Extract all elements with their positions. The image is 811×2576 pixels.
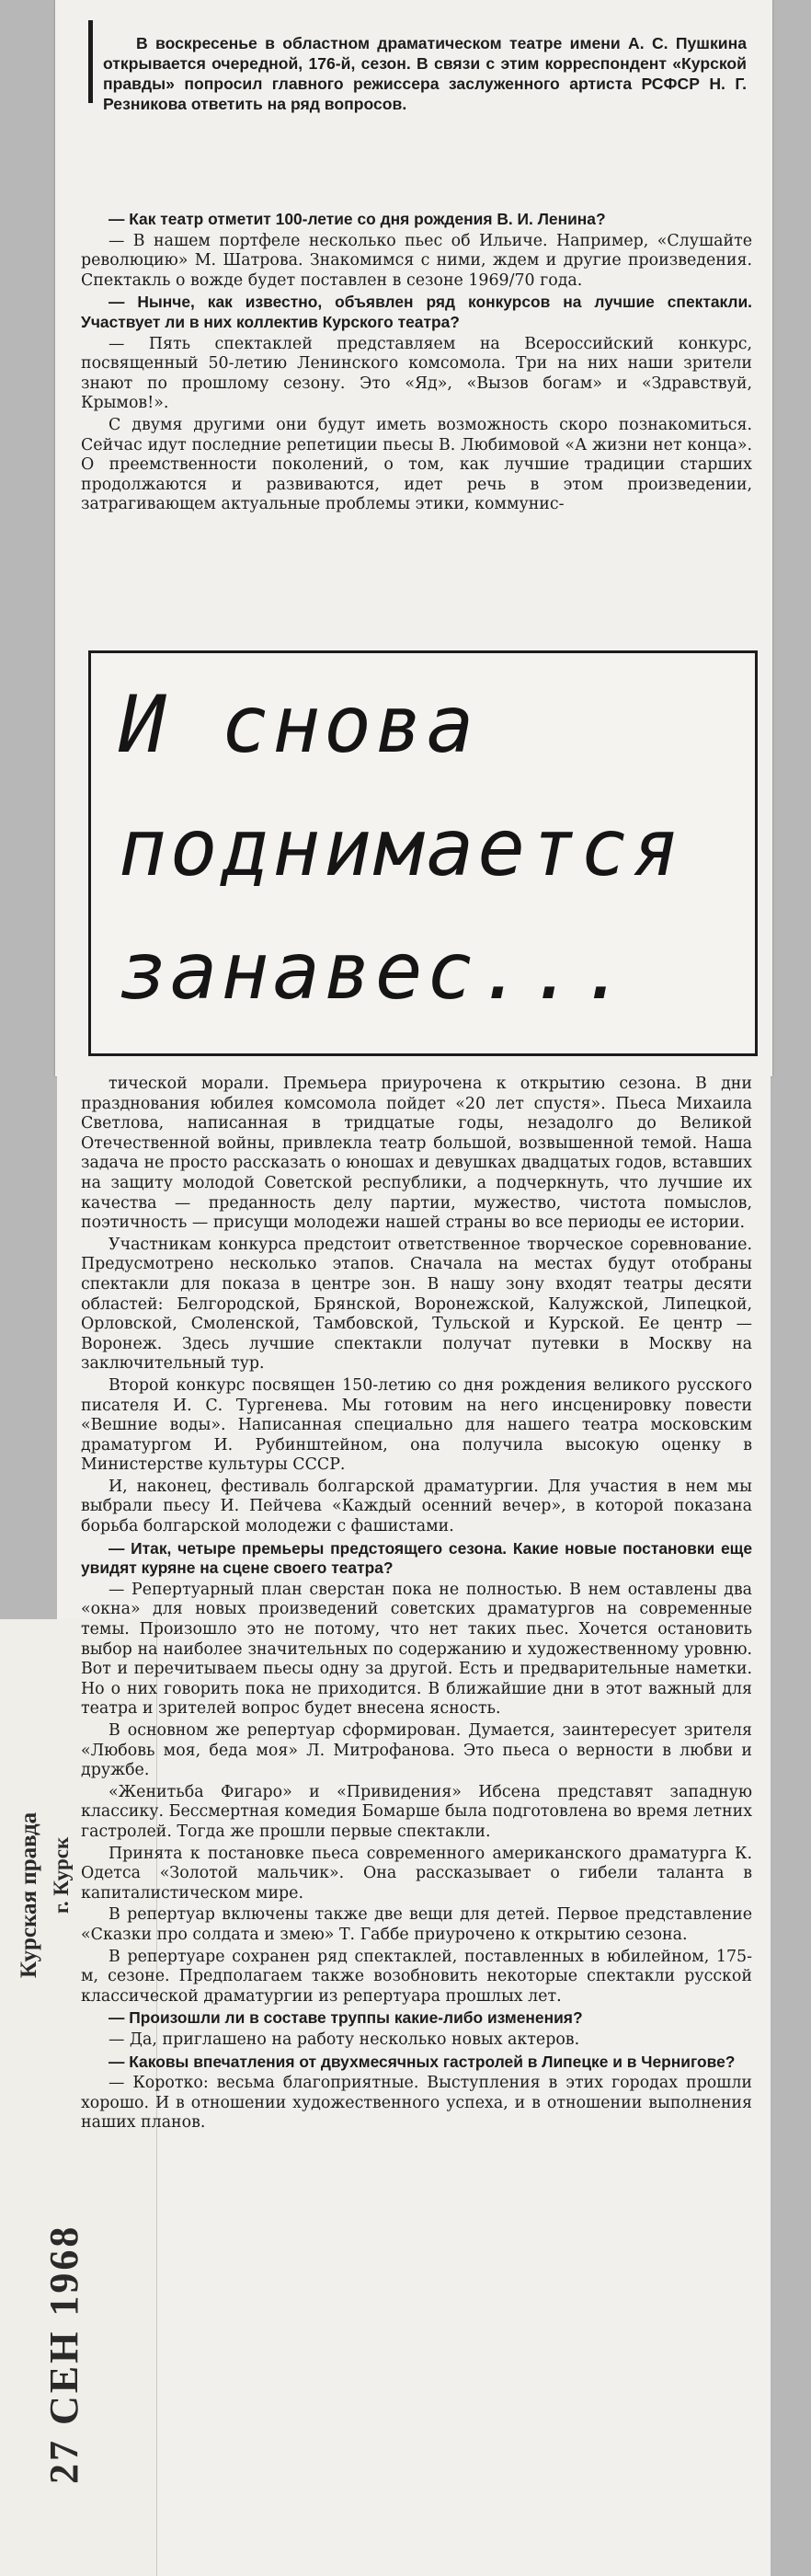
interview-answer: — Коротко: весьма благоприятные. Выступления в этих городах прошли хорошо. И в отношении художественного успеха, и в отношении выполнения наших планов. xyxy=(81,2074,752,2133)
interview-answer: тической морали. Премьера приурочена к открытию сезона. В дни празднования юбилея комсомола пойдет «20 лет спустя». Пьеса Михаила Светлова, написанная в тридцатые годы, незадолго до Великой Отечественной войны, привлекла театр большой, возвышенной темой. Наша задача не просто рассказать о юношах и девушках двадцатых годов, вставших на защиту молодой Советской республики, а подчеркнуть, что лучшие их качества — преданность делу партии, мужество, чистота помыслов, поэтичность — присущи молодежи нашей страны во все периоды ее истории. xyxy=(81,1075,752,1233)
interview-answer: — Репертуарный план сверстан пока не полностью. В нем оставлены два «окна» для новых произведений советских драматургов на современные темы. Произошло это не потому, что нет таких пьес. Хочется остановить выбор на наиболее значительных по содержанию и художественному уровню. Вот и перечитываем пьесы одну за другой. Есть и предварительные наметки. Но о них говорить пока не приходится. В ближайшие дни в этот важный для театра и зрителей вопрос будет внесена ясность. xyxy=(81,1580,752,1719)
interview-question: — Нынче, как известно, объявлен ряд конкурсов на лучшие спектакли. Участвует ли в них коллектив Курского театра? xyxy=(81,293,752,331)
interview-answer: — Пять спектаклей представляем на Всероссийский конкурс, посвященный 50-летию Ленинского комсомола. Три на них наши зрители знают по прошлому сезону. Это «Яд», «Вызов богам» и «Здравствуй, Крымов!». xyxy=(81,334,752,413)
interview-question: — Итак, четыре премьеры предстоящего сезона. Какие новые постановки еще увидят куряне на сцене своего театра? xyxy=(81,1538,752,1578)
headline-frame xyxy=(88,650,758,1056)
interview-question: — Каковы впечатления от двухмесячных гастролей в Липецке и в Чернигове? xyxy=(109,2052,736,2071)
stamp-date: 27 СЕН 1968 xyxy=(41,2224,86,2484)
interview-answer: «Женитьба Фигаро» и «Привидения» Ибсена представят западную классику. Бессмертная комедия Бомарше была подготовлена во время летних гастролей. Тогда же прошли первые спектакли. xyxy=(81,1782,752,1841)
headline-line-1: И снова xyxy=(119,679,478,771)
headline-line-2: поднимается xyxy=(119,802,683,894)
interview-answer: С двумя другими они будут иметь возможность скоро познакомиться. Сейчас идут последние репетиции пьесы В. Любимовой «А жизни нет конца». О преемственности поколений, о том, как лучшие традиции старших продолжаются и развиваются, идет речь в этом произведении, затрагивающем актуальные проблемы этики, коммунис- xyxy=(81,415,752,514)
interview-answer: В репертуаре сохранен ряд спектаклей, поставленных в юбилейном, 175-м, сезоне. Предполагаем также возобновить некоторые спектакли русской классической драматургии из репертуара прошлых лет. xyxy=(81,1947,752,2006)
interview-answer: И, наконец, фестиваль болгарской драматургии. Для участия в нем мы выбрали пьесу И. Пейчева «Каждый осенний вечер», в которой показана борьба болгарской молодежи с фашистами. xyxy=(81,1477,752,1536)
interview-answer: Принята к постановке пьеса современного американского драматурга К. Одетса «Золотой мальчик». Она рассказывает о гибели таланта в капиталистическом мире. xyxy=(81,1844,752,1903)
interview-answer: — В нашем портфеле несколько пьес об Ильиче. Например, «Слушайте революцию» М. Шатрова. Знакомимся с ними, ждем и другие произведения. Спектакль о вожде будет поставлен в сезоне 1969/70 года. xyxy=(81,231,752,290)
intro-rule xyxy=(88,20,93,103)
interview-answer: В репертуар включены также две вещи для детей. Первое представление «Сказки про солдата и змею» Т. Габбе приурочено к открытию сезона. xyxy=(81,1905,752,1944)
article-column-upper xyxy=(81,210,752,517)
headline-line-3: занавес... xyxy=(119,926,632,1018)
interview-question: — Как театр отметит 100-летие со дня рождения В. И. Ленина? xyxy=(109,210,606,228)
stamp-city: г. Курск xyxy=(50,1836,73,1914)
intro-paragraph: В воскресенье в областном драматическом театре имени А. С. Пушкина открывается очередной, 176-й, сезон. В связи с этим корреспондент «Курской правды» попросил главного режиссера заслуженного артиста РСФСР Н. Г. Резникова ответить на ряд вопросов. xyxy=(103,33,747,113)
interview-answer: — Да, приглашено на работу несколько новых актеров. xyxy=(109,2030,580,2049)
interview-answer: Участникам конкурса предстоит ответственное творческое соревнование. Предусмотрено несколько этапов. Сначала на местах будут отобраны спектакли для показа в центре зон. В нашу зону входят театры десяти областей: Белгородской, Брянской, Воронежской, Калужской, Липецкой, Орловской, Смоленской, Тамбовской, Тульской и Курской. Ее центр — Воронеж. Здесь лучшие спектакли получат путевки в Москву на заключительный тур. xyxy=(81,1235,752,1374)
interview-answer: В основном же репертуар сформирован. Думается, заинтересует зрителя «Любовь моя, беда моя» Л. Митрофанова. Это пьеса о верности в любви и дружбе. xyxy=(81,1721,752,1780)
interview-question: — Произошли ли в составе труппы какие-либо изменения? xyxy=(109,2008,583,2028)
stamp-source: Курская правда xyxy=(17,1811,41,1978)
article-column-lower xyxy=(81,1075,752,2135)
interview-answer: Второй конкурс посвящен 150-летию со дня рождения великого русского писателя И. С. Тургенева. Мы готовим на него инсценировку повести «Вешние воды». Написанная специально для нашего театра московским драматургом И. Рубинштейном, она получила высокую оценку в Министерстве культуры СССР. xyxy=(81,1375,752,1475)
